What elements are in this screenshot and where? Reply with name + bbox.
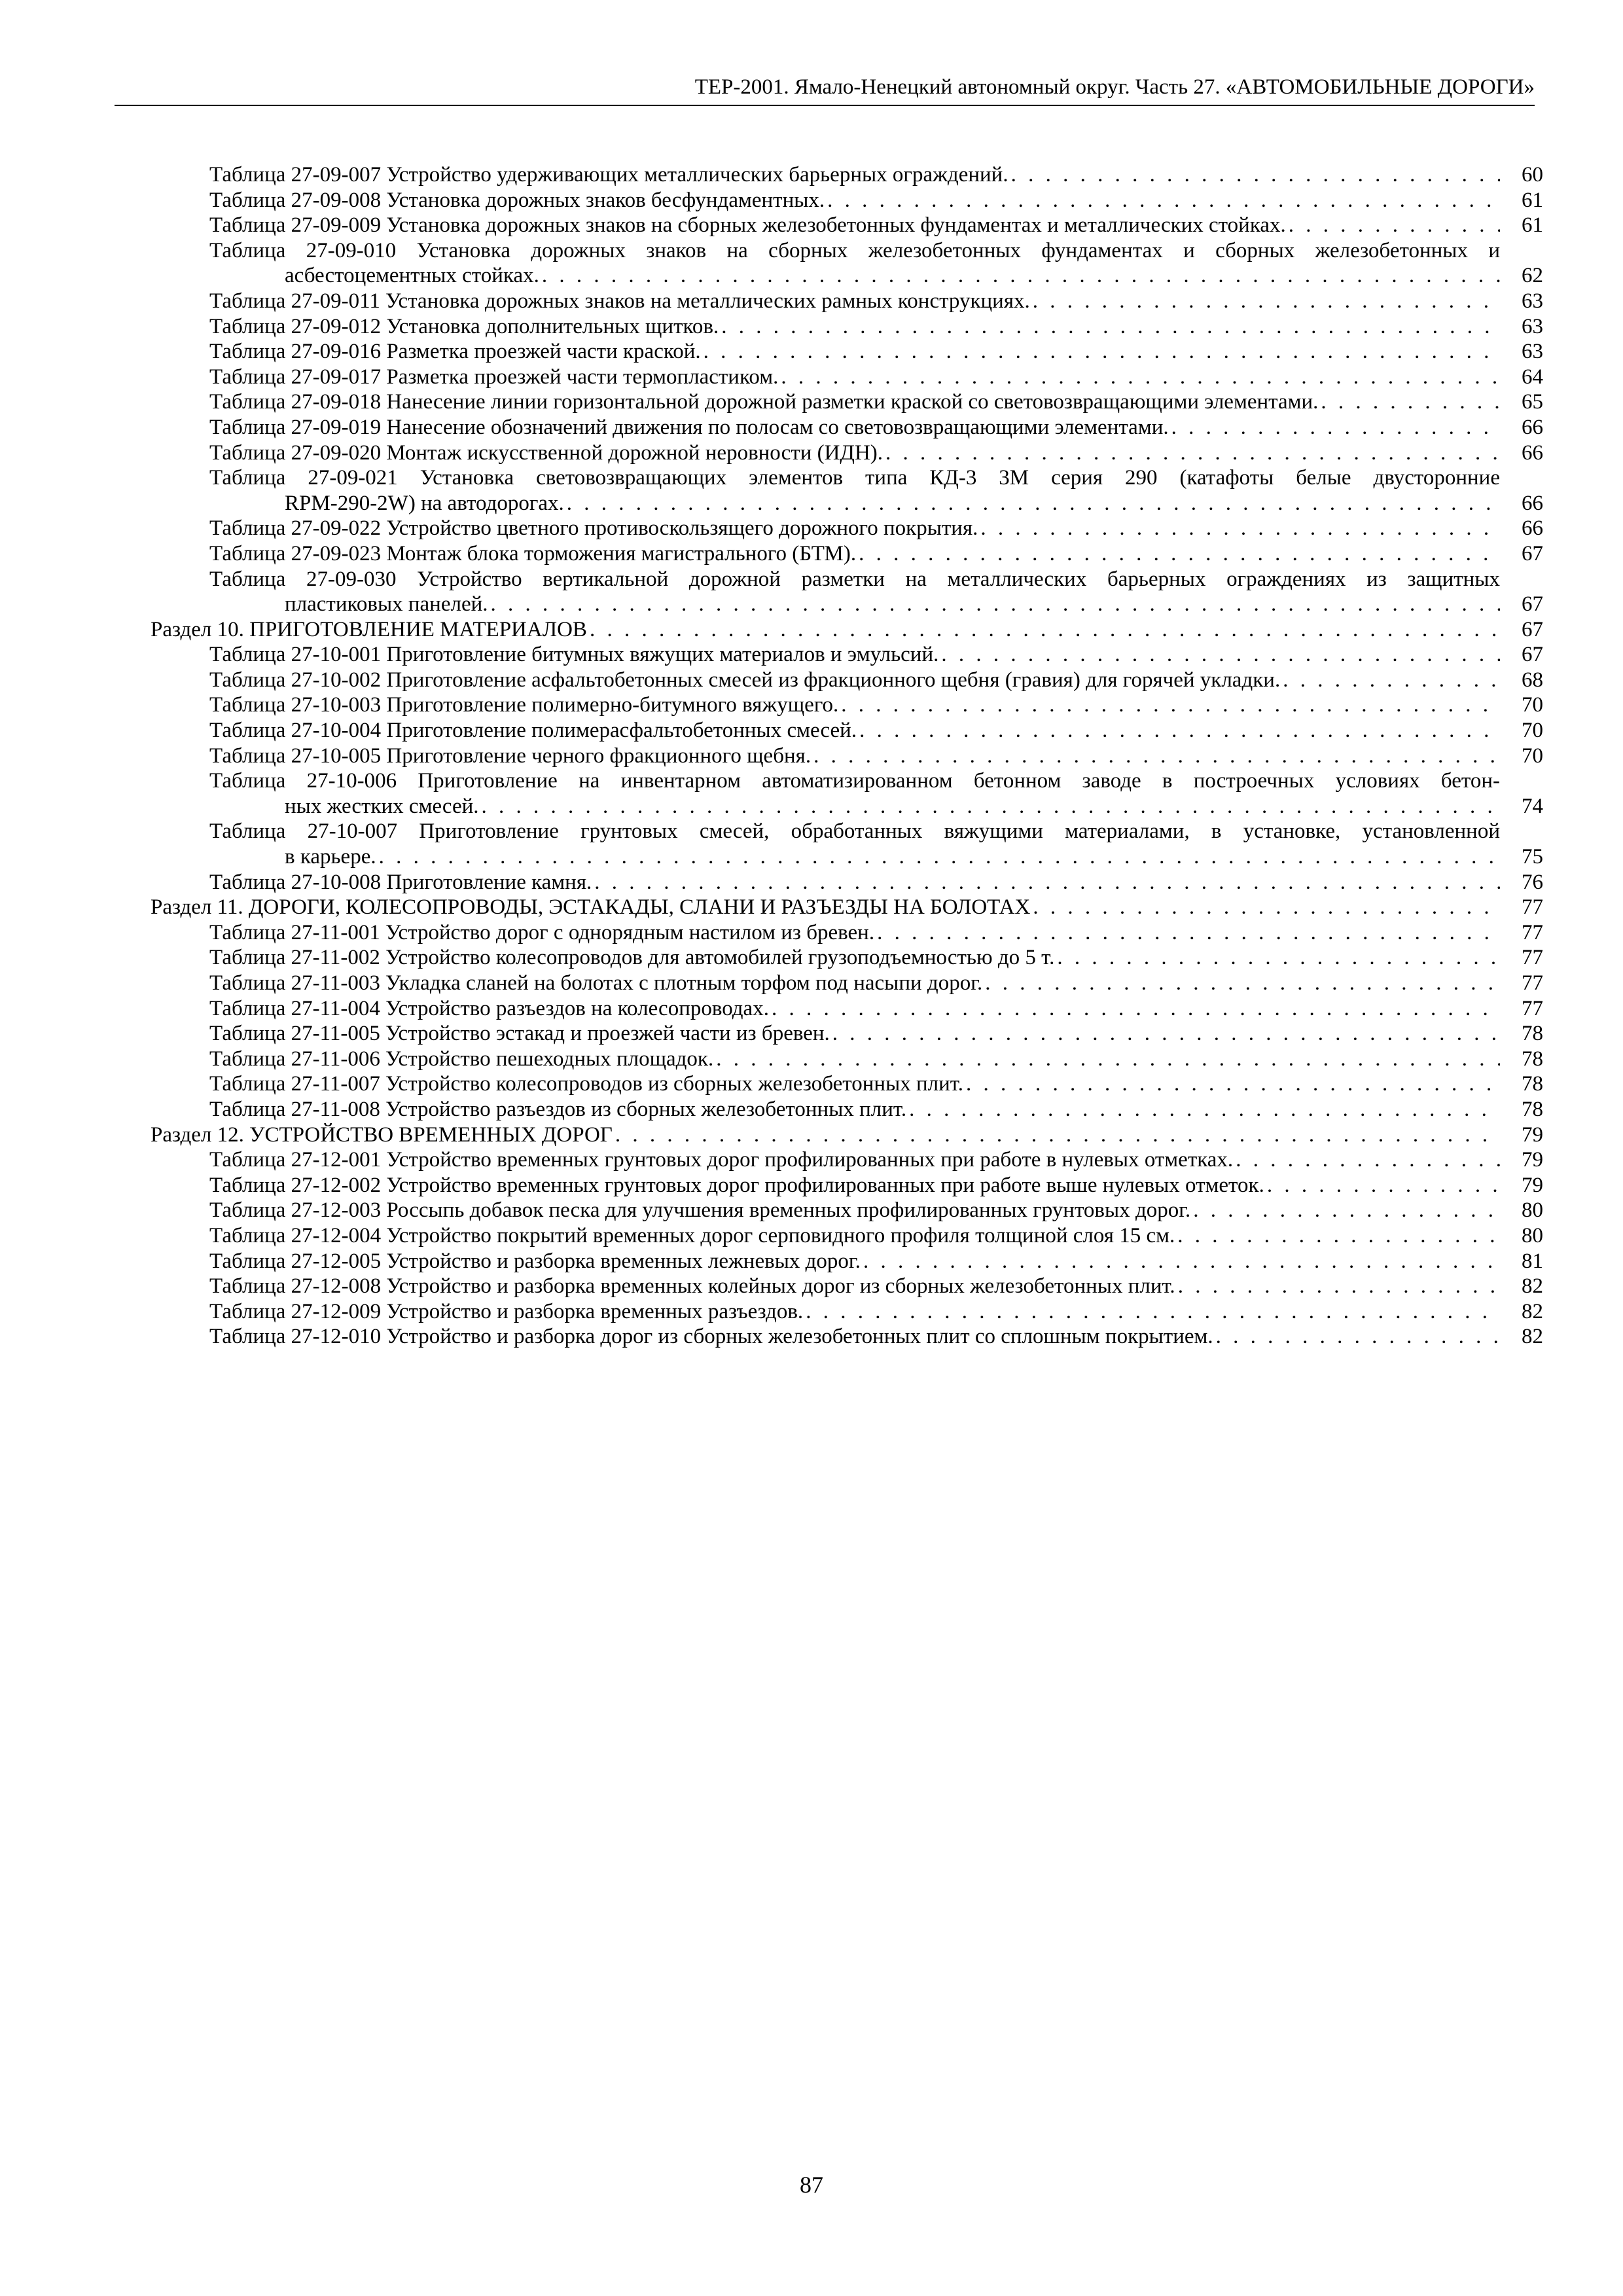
toc-table-title: Таблица 27-12-008 Устройство и разборка временных колейных дорог из сборных железобетонных плит.	[209, 1274, 1175, 1299]
toc-page-number: 70	[1522, 719, 1543, 743]
toc-table-entry	[0, 1173, 1623, 1198]
toc-page-number: 77	[1522, 920, 1543, 944]
toc-leader-dots	[941, 642, 1500, 668]
toc-leader-dots	[594, 870, 1500, 895]
toc-table-entry	[0, 289, 1623, 314]
toc-table-entry	[0, 744, 1623, 769]
toc-leader-dots	[379, 844, 1500, 870]
toc-table-entry	[0, 1274, 1623, 1299]
toc-table-title: Таблица 27-10-002 Приготовление асфальтобетонных смесей из фракционного щебня (гравия) для горячей укладки.	[209, 668, 1281, 692]
toc-leader-dots	[877, 920, 1500, 946]
toc-table-title: Таблица 27-12-005 Устройство и разборка временных лежневых дорог.	[209, 1249, 861, 1273]
toc-table-entry	[0, 1324, 1623, 1350]
toc-table-title: Таблица 27-09-017 Разметка проезжей части термопластиком.	[209, 365, 779, 389]
toc-page-number: 77	[1522, 946, 1543, 970]
toc-page-number: 79	[1522, 1148, 1543, 1172]
running-header	[115, 73, 1535, 106]
toc-table-entry	[0, 996, 1623, 1022]
toc-table-title: Таблица 27-12-002 Устройство временных грунтовых дорог профилированных при работе выше нулевых отметок.	[209, 1173, 1264, 1197]
toc-table-entry	[0, 541, 1623, 567]
toc-table-title: RPM-290-2W) на автодорогах.	[285, 491, 564, 515]
toc-table-entry	[0, 971, 1623, 996]
toc-table-title: Таблица 27-09-030 Устройство вертикальной дорожной разметки на металлических барьерных ограждениях из защитных	[209, 567, 1500, 591]
toc-section-title: Раздел 10. ПРИГОТОВЛЕНИЕ МАТЕРИАЛОВ	[151, 617, 587, 641]
toc-leader-dots	[1289, 213, 1500, 238]
toc-page-number: 70	[1522, 744, 1543, 768]
toc-table-title: Таблица 27-09-010 Установка дорожных знаков на сборных железобетонных фундаментах и сборных железобетонных и	[209, 238, 1500, 262]
toc-page-number: 67	[1522, 643, 1543, 667]
toc-table-title: Таблица 27-10-007 Приготовление грунтовых смесей, обработанных вяжущими материалами, в установке, установленной	[209, 819, 1500, 844]
toc-leader-dots	[1057, 945, 1500, 971]
toc-table-title: ных жестких смесей.	[285, 794, 479, 818]
toc-page-number: 66	[1522, 415, 1543, 439]
page-number: 87	[800, 2172, 823, 2198]
toc-page-number: 78	[1522, 1097, 1543, 1121]
toc-table-title: Таблица 27-11-003 Укладка сланей на болотах с плотным торфом под насыпи дорог.	[209, 971, 983, 995]
toc-page-number: 82	[1522, 1325, 1543, 1349]
toc-table-entry	[0, 642, 1623, 668]
toc-page-number: 60	[1522, 163, 1543, 187]
toc-leader-dots	[590, 617, 1500, 643]
toc-page-number: 82	[1522, 1274, 1543, 1299]
toc-table-entry	[0, 440, 1623, 466]
toc-leader-dots	[1178, 1274, 1500, 1299]
toc-page-number: 70	[1522, 693, 1543, 717]
toc-page-number: 66	[1522, 440, 1543, 465]
toc-table-entry	[0, 945, 1623, 971]
toc-page-number: 64	[1522, 365, 1543, 389]
toc-leader-dots	[1177, 1223, 1500, 1249]
toc-table-title: Таблица 27-09-007 Устройство удерживающих металлических барьерных ограждений.	[209, 163, 1008, 187]
toc-page-number: 80	[1522, 1223, 1543, 1247]
toc-leader-dots	[1171, 415, 1500, 440]
toc-page-number: 79	[1522, 1173, 1543, 1197]
toc-page-number: 66	[1522, 491, 1543, 515]
toc-table-title: Таблица 27-11-006 Устройство пешеходных площадок.	[209, 1047, 714, 1071]
toc-page-number: 75	[1522, 845, 1543, 869]
toc-leader-dots	[1033, 289, 1500, 314]
toc-table-title: Таблица 27-09-019 Нанесение обозначений движения по полосам со световозвращающими элементами.	[209, 415, 1169, 439]
toc-section-entry	[0, 1122, 1623, 1148]
toc-table-entry	[0, 389, 1623, 415]
toc-table-title: Таблица 27-11-008 Устройство разъездов из сборных железобетонных плит.	[209, 1097, 907, 1121]
toc-table-title: Таблица 27-12-009 Устройство и разборка временных разъездов.	[209, 1299, 804, 1323]
toc-page-number: 65	[1522, 390, 1543, 414]
toc-table-title: Таблица 27-09-008 Установка дорожных знаков бесфундаментных.	[209, 188, 825, 212]
toc-page-number: 61	[1522, 213, 1543, 238]
toc-leader-dots	[813, 744, 1500, 769]
toc-page-number: 74	[1522, 794, 1543, 818]
toc-leader-dots	[1236, 1147, 1500, 1173]
toc-table-title: Таблица 27-09-020 Монтаж искусственной дорожной неровности (ИДН).	[209, 440, 883, 465]
toc-page-number: 67	[1522, 541, 1543, 565]
toc-leader-dots	[772, 996, 1500, 1022]
toc-leader-dots	[1011, 162, 1500, 188]
toc-section-entry	[0, 617, 1623, 643]
toc-leader-dots	[1216, 1324, 1500, 1350]
toc-table-title: Таблица 27-10-003 Приготовление полимерно-битумного вяжущего.	[209, 693, 839, 717]
toc-table-title: Таблица 27-09-011 Установка дорожных знаков на металлических рамных конструкциях.	[209, 289, 1030, 313]
toc-table-entry	[0, 718, 1623, 744]
toc-table-entry	[0, 188, 1623, 213]
toc-page-number: 78	[1522, 1047, 1543, 1071]
toc-table-title: в карьере.	[285, 845, 376, 869]
toc-page-number: 77	[1522, 895, 1543, 920]
toc-table-title: Таблица 27-10-004 Приготовление полимерасфальтобетонных смесей.	[209, 719, 857, 743]
toc-leader-dots	[1321, 389, 1500, 415]
toc-leader-dots	[542, 263, 1500, 289]
toc-leader-dots	[716, 1047, 1500, 1072]
toc-leader-dots	[832, 1021, 1500, 1047]
toc-page-number: 80	[1522, 1198, 1543, 1223]
toc-page-number: 79	[1522, 1122, 1543, 1147]
toc-leader-dots	[781, 365, 1500, 390]
toc-leader-dots	[980, 516, 1500, 541]
toc-table-title: Таблица 27-09-022 Устройство цветного противоскользящего дорожного покрытия.	[209, 516, 978, 541]
toc-table-entry	[0, 1249, 1623, 1274]
toc-leader-dots	[841, 692, 1500, 718]
toc-page-number: 62	[1522, 264, 1543, 288]
toc-leader-dots	[885, 440, 1500, 466]
toc-leader-dots	[859, 541, 1500, 567]
toc-table-entry	[0, 668, 1623, 693]
toc-table-entry	[0, 238, 1623, 289]
toc-leader-dots	[806, 1299, 1500, 1325]
toc-table-entry	[0, 567, 1623, 617]
toc-table-entry	[0, 415, 1623, 440]
toc-leader-dots	[827, 188, 1500, 213]
toc-page-number: 76	[1522, 870, 1543, 894]
toc-leader-dots	[482, 794, 1500, 819]
toc-table-title: Таблица 27-10-008 Приготовление камня.	[209, 870, 592, 894]
running-title: ТЕР-2001. Ямало-Ненецкий автономный округ. Часть 27. «АВТОМОБИЛЬНЫЕ ДОРОГИ»	[694, 75, 1535, 99]
toc-table-entry	[0, 692, 1623, 718]
toc-section-title: Раздел 11. ДОРОГИ, КОЛЕСОПРОВОДЫ, ЭСТАКАДЫ, СЛАНИ И РАЗЪЕЗДЫ НА БОЛОТАХ	[151, 895, 1031, 920]
toc-leader-dots	[615, 1122, 1500, 1148]
toc-table-entry	[0, 314, 1623, 340]
toc-page-number: 82	[1522, 1299, 1543, 1323]
toc-leader-dots	[704, 339, 1500, 365]
toc-page-number: 81	[1522, 1249, 1543, 1273]
toc-section-entry	[0, 895, 1623, 920]
toc-page-number: 77	[1522, 971, 1543, 995]
toc-table-entry	[0, 365, 1623, 390]
toc-table-title: Таблица 27-10-006 Приготовление на инвентарном автоматизированном бетонном заводе в построечных условиях бетон-	[209, 769, 1500, 793]
toc-page-number: 67	[1522, 592, 1543, 617]
toc-page-number: 63	[1522, 314, 1543, 338]
toc-leader-dots	[1193, 1198, 1500, 1223]
toc-table-entry	[0, 1071, 1623, 1097]
toc-table-entry	[0, 1198, 1623, 1223]
toc-page-number: 61	[1522, 188, 1543, 212]
toc-table-title: Таблица 27-10-001 Приготовление битумных вяжущих материалов и эмульсий.	[209, 643, 939, 667]
toc-table-entry	[0, 162, 1623, 188]
toc-table-entry	[0, 1097, 1623, 1122]
toc-leader-dots	[1033, 895, 1500, 920]
toc-page-number: 66	[1522, 516, 1543, 541]
toc-table-entry	[0, 339, 1623, 365]
toc-leader-dots	[966, 1071, 1500, 1097]
toc-page-number: 68	[1522, 668, 1543, 692]
table-of-contents	[0, 162, 1623, 1350]
toc-leader-dots	[1267, 1173, 1500, 1198]
toc-table-entry	[0, 1021, 1623, 1047]
toc-leader-dots	[721, 314, 1500, 340]
toc-table-title: Таблица 27-11-002 Устройство колесопроводов для автомобилей грузоподъемностью до 5 т.	[209, 946, 1055, 970]
toc-table-entry	[0, 819, 1623, 869]
toc-table-title: Таблица 27-09-016 Разметка проезжей части краской.	[209, 340, 701, 364]
toc-table-title: Таблица 27-12-004 Устройство покрытий временных дорог серповидного профиля толщиной слоя 15 см.	[209, 1223, 1175, 1247]
toc-table-entry	[0, 1047, 1623, 1072]
toc-leader-dots	[491, 592, 1500, 617]
toc-table-title: Таблица 27-12-003 Россыпь добавок песка для улучшения временных профилированных грунтовых дорог.	[209, 1198, 1191, 1223]
toc-page-number: 67	[1522, 617, 1543, 641]
toc-table-title: Таблица 27-11-007 Устройство колесопроводов из сборных железобетонных плит.	[209, 1072, 963, 1096]
toc-table-title: Таблица 27-11-005 Устройство эстакад и проезжей части из бревен.	[209, 1022, 830, 1046]
toc-leader-dots	[1283, 668, 1500, 693]
toc-table-entry	[0, 465, 1623, 516]
toc-table-title: Таблица 27-12-001 Устройство временных грунтовых дорог профилированных при работе в нулевых отметках.	[209, 1148, 1234, 1172]
toc-table-title: асбестоцементных стойках.	[285, 264, 539, 288]
toc-table-title: Таблица 27-09-021 Установка световозвращающих элементов типа КД-3 3М серия 290 (катафоты белые двусторонние	[209, 466, 1500, 490]
toc-table-entry	[0, 1147, 1623, 1173]
toc-page-number: 78	[1522, 1072, 1543, 1096]
toc-table-entry	[0, 213, 1623, 238]
toc-table-entry	[0, 1299, 1623, 1325]
toc-leader-dots	[567, 491, 1500, 516]
toc-section-title: Раздел 12. УСТРОЙСТВО ВРЕМЕННЫХ ДОРОГ	[151, 1122, 613, 1147]
toc-table-title: Таблица 27-11-004 Устройство разъездов на колесопроводах.	[209, 996, 769, 1020]
toc-table-entry	[0, 1223, 1623, 1249]
toc-table-entry	[0, 920, 1623, 946]
toc-table-title: Таблица 27-09-023 Монтаж блока торможения магистрального (БТМ).	[209, 541, 857, 565]
toc-table-title: Таблица 27-09-012 Установка дополнительных щитков.	[209, 314, 719, 338]
toc-leader-dots	[985, 971, 1500, 996]
toc-page-number: 77	[1522, 996, 1543, 1020]
toc-table-entry	[0, 768, 1623, 819]
toc-table-entry	[0, 516, 1623, 541]
toc-table-title: Таблица 27-09-018 Нанесение линии горизонтальной дорожной разметки краской со световозвращающими элементами.	[209, 390, 1319, 414]
toc-table-entry	[0, 870, 1623, 895]
toc-table-title: Таблица 27-12-010 Устройство и разборка дорог из сборных железобетонных плит со сплошным покрытием.	[209, 1325, 1213, 1349]
toc-table-title: Таблица 27-11-001 Устройство дорог с однорядным настилом из бревен.	[209, 920, 875, 944]
toc-page-number: 63	[1522, 340, 1543, 364]
toc-table-title: Таблица 27-10-005 Приготовление черного фракционного щебня.	[209, 744, 812, 768]
toc-leader-dots	[859, 718, 1500, 744]
toc-table-title: Таблица 27-09-009 Установка дорожных знаков на сборных железобетонных фундаментах и металлических стойках.	[209, 213, 1286, 238]
toc-leader-dots	[909, 1097, 1500, 1122]
toc-page-number: 63	[1522, 289, 1543, 313]
toc-page-number: 78	[1522, 1022, 1543, 1046]
toc-leader-dots	[863, 1249, 1500, 1274]
toc-table-title: пластиковых панелей.	[285, 592, 488, 617]
